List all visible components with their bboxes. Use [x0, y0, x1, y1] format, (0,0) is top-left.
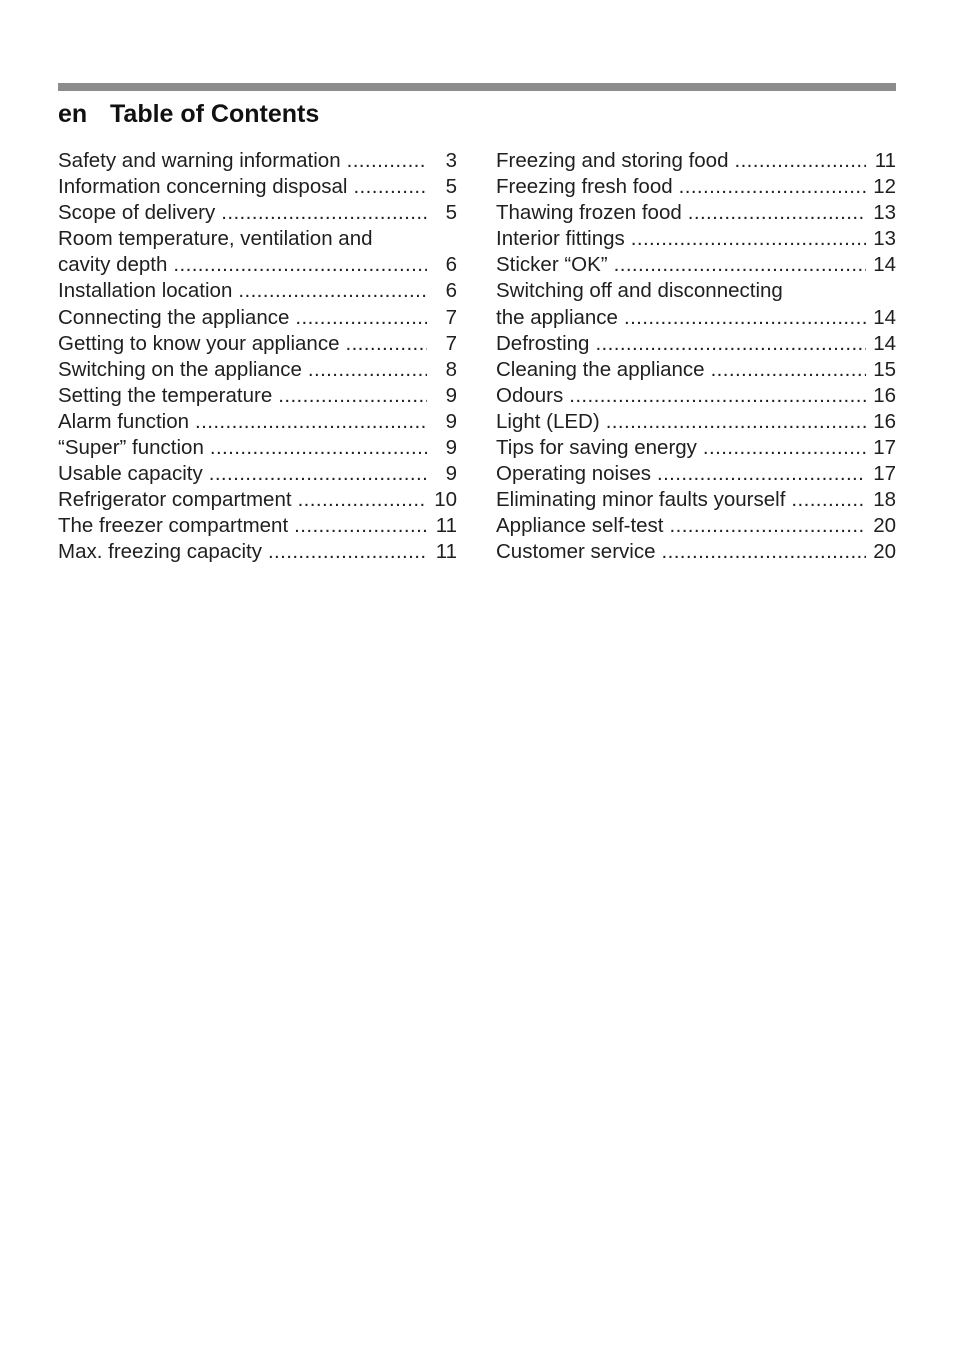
- toc-leader: [670, 513, 866, 539]
- toc-entry-title: the appliance: [496, 305, 618, 329]
- toc-entry-title: Defrosting: [496, 331, 590, 355]
- toc-entry-title: Max. freezing capacity: [58, 540, 262, 564]
- toc-entry-page: 18: [873, 488, 896, 512]
- toc-entry-page: 9: [445, 436, 457, 460]
- toc-entry[interactable]: [496, 331, 896, 357]
- toc-entry-title: Customer service: [496, 540, 656, 564]
- toc-entry-title: Sticker “OK”: [496, 253, 608, 277]
- toc-leader: [345, 331, 427, 357]
- toc-leader: [703, 435, 866, 461]
- toc-leader: [298, 487, 427, 513]
- toc-entry-page: 3: [445, 149, 457, 172]
- toc-entry[interactable]: [496, 383, 896, 409]
- toc-entry-page: 17: [873, 436, 896, 460]
- toc-entry-page: 13: [873, 201, 896, 225]
- language-code: en: [58, 100, 88, 128]
- toc-entry-page: 14: [873, 253, 896, 277]
- toc-leader: [238, 278, 427, 304]
- toc-entry-title: Appliance self-test: [496, 514, 664, 538]
- toc-entry-title: Eliminating minor faults yourself: [496, 488, 786, 512]
- toc-leader: [268, 539, 427, 565]
- toc-leader: [657, 461, 866, 487]
- toc-leader: [353, 174, 427, 200]
- toc-entry-title: Tips for saving energy: [496, 436, 697, 460]
- toc-leader: [173, 252, 427, 278]
- toc-entry[interactable]: [58, 435, 457, 461]
- toc-entry-page: 6: [445, 253, 457, 277]
- toc-entry-page: 16: [873, 383, 896, 407]
- toc-entry[interactable]: [58, 539, 457, 565]
- toc-leader: [679, 174, 866, 200]
- toc-entry-page: 14: [873, 305, 896, 329]
- toc-entry-page: 16: [873, 409, 896, 433]
- toc-leader: [595, 331, 866, 357]
- toc-leader: [209, 461, 427, 487]
- toc-entry[interactable]: [58, 148, 457, 174]
- toc-leader: [614, 252, 866, 278]
- toc-entry-title: Interior fittings: [496, 227, 625, 251]
- toc-entry[interactable]: [496, 461, 896, 487]
- toc-leader: [295, 305, 427, 331]
- toc-leader: [221, 200, 427, 226]
- toc-leader: [278, 383, 427, 409]
- toc-entry-title: Thawing frozen food: [496, 201, 682, 225]
- toc-entry-title: Installation location: [58, 279, 233, 303]
- toc-entry-title: Switching on the appliance: [58, 357, 302, 381]
- toc-entry[interactable]: [58, 305, 457, 331]
- toc-entry[interactable]: [58, 357, 457, 383]
- toc-entry-page: 8: [445, 357, 457, 381]
- toc-entry-title: Scope of delivery: [58, 201, 216, 225]
- toc-entry-title: “Super” function: [58, 436, 204, 460]
- toc-entry[interactable]: [496, 252, 896, 278]
- toc-leader: [294, 513, 427, 539]
- page-heading: [58, 100, 319, 132]
- toc-entry-page: 17: [873, 462, 896, 486]
- toc-entry[interactable]: [496, 539, 896, 565]
- toc-entry[interactable]: [496, 278, 896, 330]
- toc-entry-page: 7: [445, 305, 457, 329]
- toc-entry[interactable]: [58, 174, 457, 200]
- toc-entry-title: Connecting the appliance: [58, 305, 290, 329]
- toc-entry[interactable]: [58, 278, 457, 304]
- toc-entry[interactable]: [58, 513, 457, 539]
- toc-entry-page: 13: [873, 227, 896, 251]
- toc-entry-title: Alarm function: [58, 409, 190, 433]
- toc-entry-page: 9: [445, 462, 457, 486]
- toc-leader: [734, 148, 866, 174]
- toc-leader: [195, 409, 427, 435]
- header-rule: [58, 83, 896, 91]
- toc-entry-page: 9: [445, 383, 457, 407]
- toc-entry-title: Information concerning disposal: [58, 175, 348, 199]
- toc-entry-page: 11: [874, 149, 896, 172]
- toc-entry-title: Light (LED): [496, 409, 600, 433]
- toc-entry-title: Freezing and storing food: [496, 149, 729, 172]
- toc-entry-title: Refrigerator compartment: [58, 488, 292, 512]
- toc-entry[interactable]: [496, 174, 896, 200]
- toc-column-left: [58, 148, 457, 566]
- toc-entry-title: Freezing fresh food: [496, 175, 673, 199]
- toc-entry-page: 12: [873, 175, 896, 199]
- toc-entry-title-line1: Switching off and disconnecting: [496, 279, 783, 303]
- toc-entry-title: Operating noises: [496, 462, 651, 486]
- toc-entry-page: 7: [445, 331, 457, 355]
- toc-leader: [624, 305, 866, 331]
- toc-entry-page: 9: [445, 409, 457, 433]
- toc-entry[interactable]: [496, 409, 896, 435]
- toc-entry-page: 14: [873, 331, 896, 355]
- toc-entry-page: 20: [873, 540, 896, 564]
- toc-entry[interactable]: [496, 226, 896, 252]
- toc-leader: [210, 435, 427, 461]
- toc-entry[interactable]: [496, 513, 896, 539]
- toc-leader: [606, 409, 866, 435]
- toc-leader: [662, 539, 867, 565]
- toc-entry-title: Usable capacity: [58, 462, 203, 486]
- toc-entry-page: 15: [873, 357, 896, 381]
- toc-leader: [569, 383, 866, 409]
- toc-entry-page: 6: [445, 279, 457, 303]
- toc-entry[interactable]: [496, 487, 896, 513]
- toc-entry-title-line1: Room temperature, ventilation and: [58, 227, 373, 251]
- toc-entry-title: Cleaning the appliance: [496, 357, 705, 381]
- toc-leader: [631, 226, 866, 252]
- toc-leader: [308, 357, 427, 383]
- toc-entry[interactable]: [58, 383, 457, 409]
- toc-entry[interactable]: [496, 200, 896, 226]
- page-title: Table of Contents: [110, 100, 320, 128]
- toc-entry-title: cavity depth: [58, 253, 168, 277]
- toc-entry-title: Safety and warning information: [58, 149, 341, 172]
- toc-entry[interactable]: [496, 357, 896, 383]
- toc-entry[interactable]: [58, 226, 457, 278]
- toc-entry[interactable]: [58, 487, 457, 513]
- toc-entry-page: 20: [873, 514, 896, 538]
- toc-entry[interactable]: [496, 435, 896, 461]
- toc-leader: [711, 357, 866, 383]
- toc-entry-page: 5: [445, 201, 457, 225]
- toc-entry[interactable]: [58, 409, 457, 435]
- toc-entry-title: Setting the temperature: [58, 383, 273, 407]
- toc-column-right: [496, 148, 896, 566]
- toc-entry-page: 5: [445, 175, 457, 199]
- toc-entry[interactable]: [58, 461, 457, 487]
- toc-entry[interactable]: [58, 331, 457, 357]
- toc-entry-page: 10: [434, 488, 457, 512]
- toc-entry-title: Odours: [496, 383, 564, 407]
- toc-leader: [347, 148, 427, 174]
- toc-entry[interactable]: [496, 148, 896, 174]
- toc-entry[interactable]: [58, 200, 457, 226]
- toc-entry-page: 11: [435, 514, 457, 538]
- toc-leader: [791, 487, 866, 513]
- toc-leader: [688, 200, 866, 226]
- toc-entry-title: Getting to know your appliance: [58, 331, 340, 355]
- toc-entry-title: The freezer compartment: [58, 514, 289, 538]
- toc-entry-page: 11: [435, 540, 457, 564]
